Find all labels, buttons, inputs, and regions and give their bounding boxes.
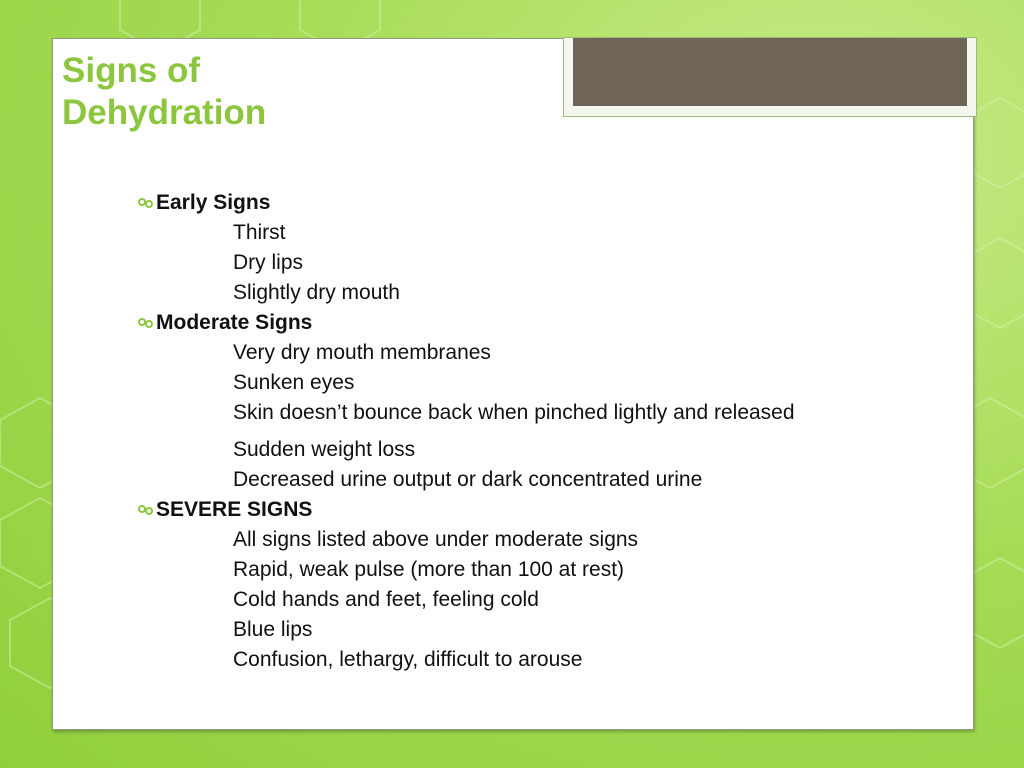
- bullet-icon: [138, 198, 146, 206]
- list-item: Skin doesn’t bounce back when pinched lightly and released: [233, 401, 795, 424]
- slide-title: [62, 50, 266, 134]
- section-heading-moderate: [138, 308, 838, 338]
- section-heading-severe: [138, 495, 838, 525]
- list-item: Dry lips: [233, 251, 304, 274]
- photo-placeholder: [573, 38, 967, 106]
- photo-frame: [563, 37, 977, 117]
- list-item: Rapid, weak pulse (more than 100 at rest): [233, 558, 625, 581]
- section-heading-label: Moderate Signs: [156, 311, 313, 334]
- title-line: Dehydration: [62, 93, 267, 132]
- bullet-list: [138, 188, 838, 675]
- bullet-icon: [138, 505, 146, 513]
- list-item: Slightly dry mouth: [233, 281, 400, 304]
- list-item: Sunken eyes: [233, 371, 355, 394]
- list-item: Cold hands and feet, feeling cold: [233, 588, 539, 611]
- list-item: Confusion, lethargy, difficult to arouse: [233, 648, 583, 671]
- list-item: All signs listed above under moderate signs: [233, 528, 639, 551]
- section-heading-label: Early Signs: [156, 191, 271, 214]
- list-item: Thirst: [233, 221, 286, 244]
- title-line: Signs of: [62, 51, 201, 90]
- bullet-icon: [138, 318, 146, 326]
- section-heading-label: SEVERE SIGNS: [156, 498, 313, 521]
- list-item: Blue lips: [233, 618, 313, 641]
- list-item: Very dry mouth membranes: [233, 341, 491, 364]
- list-item: Decreased urine output or dark concentrated urine: [233, 468, 703, 491]
- section-heading-early: [138, 188, 838, 218]
- list-item: Sudden weight loss: [233, 438, 416, 461]
